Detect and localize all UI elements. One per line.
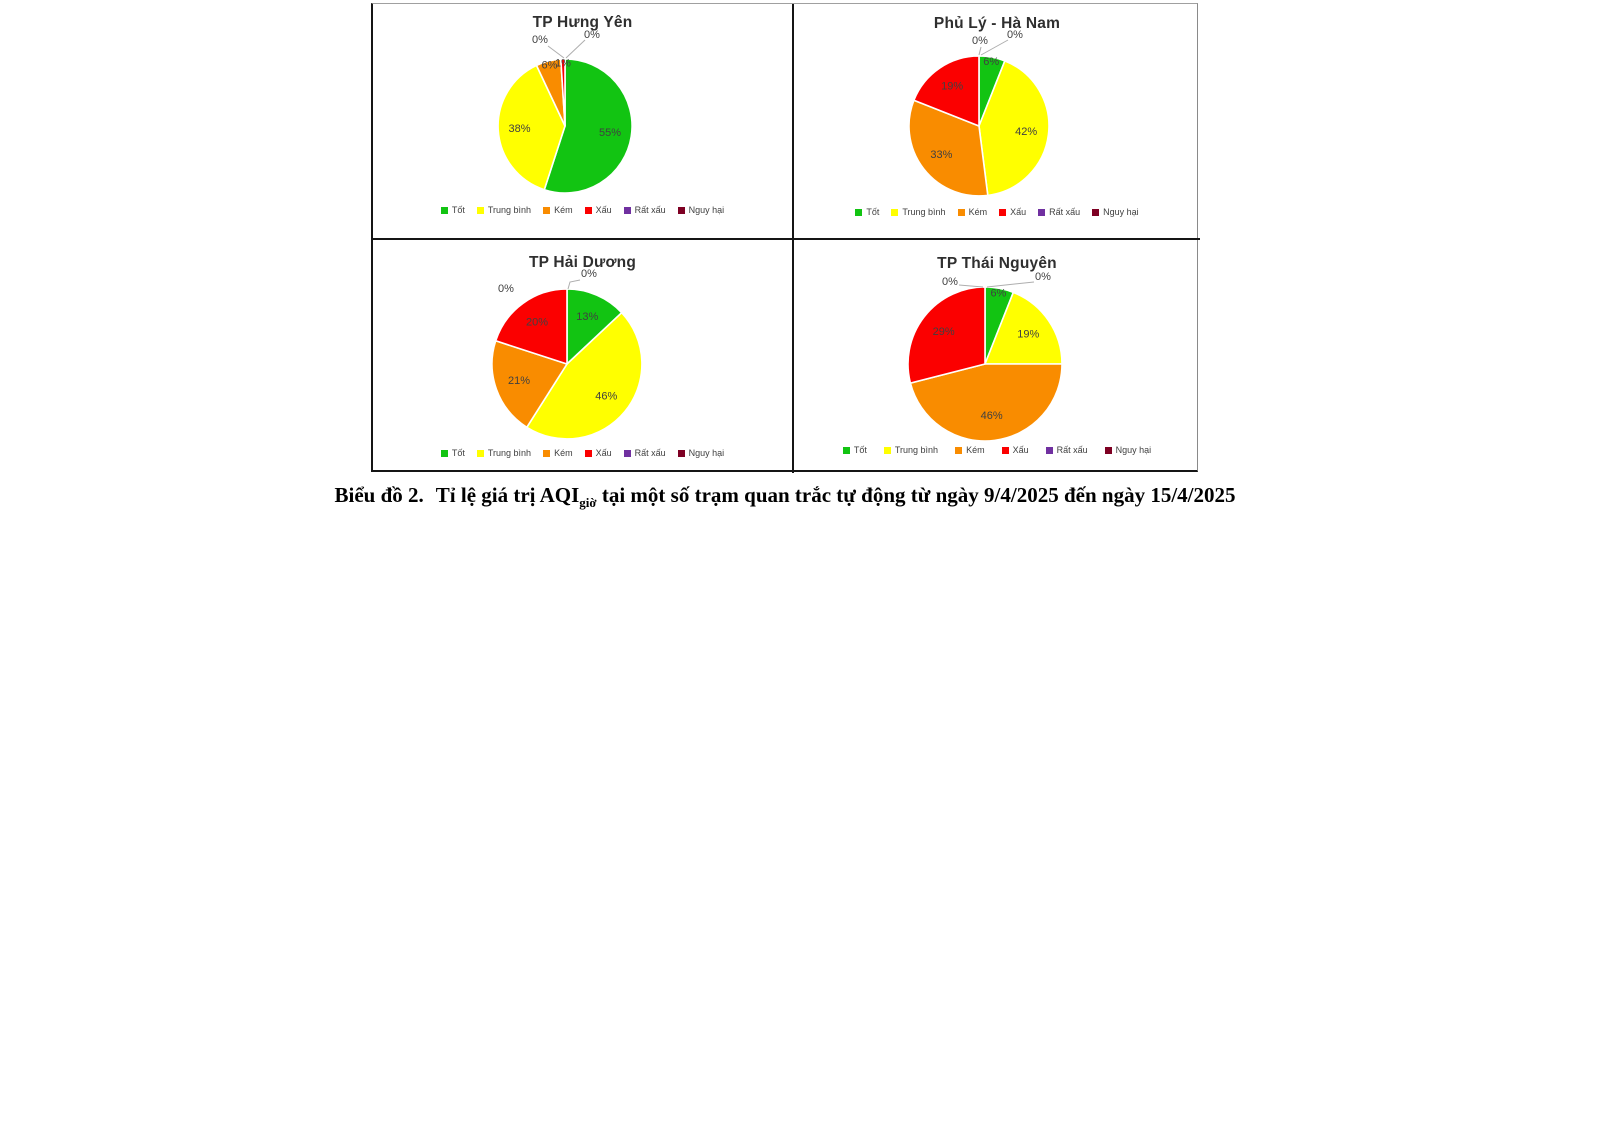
caption-subscript: giờ	[579, 495, 597, 511]
chart-title: TP Hải Dương	[528, 254, 637, 271]
pie-chart	[794, 240, 1200, 473]
slice-label: 13%	[576, 311, 599, 324]
slice-label: 1%	[555, 57, 571, 70]
legend-label: Kém	[966, 445, 985, 455]
callout-line	[979, 47, 981, 55]
legend-label: Trung bình	[902, 207, 946, 217]
legend-marker-icon	[441, 207, 448, 214]
legend-item	[1046, 445, 1088, 455]
legend-label: Rất xấu	[1049, 207, 1081, 217]
legend-marker-icon	[1092, 209, 1099, 216]
slice-label: 38%	[508, 122, 531, 135]
slice-label: 6%	[541, 59, 558, 72]
legend-label: Nguy hại	[688, 205, 725, 215]
legend-item	[585, 448, 612, 458]
legend-item	[441, 205, 465, 215]
slice-label: 6%	[983, 56, 1000, 69]
legend-marker-icon	[477, 450, 484, 457]
legend-item	[1002, 445, 1029, 455]
legend-marker-icon	[1105, 447, 1112, 454]
figure-caption	[300, 483, 1270, 511]
legend-marker-icon	[958, 209, 965, 216]
pie-chart	[794, 4, 1200, 240]
legend-marker-icon	[624, 207, 631, 214]
legend-label: Xấu	[1010, 207, 1027, 217]
legend-label: Tốt	[866, 207, 880, 217]
legend-item	[477, 205, 531, 215]
callout-line	[548, 46, 564, 58]
legend-label: Trung bình	[487, 448, 532, 458]
legend-label: Nguy hại	[1115, 445, 1152, 455]
zero-percent-label: 0%	[581, 267, 597, 280]
chart-legend	[373, 205, 792, 215]
legend-label: Trung bình	[894, 445, 939, 455]
legend-item	[958, 207, 988, 217]
legend-item	[1105, 445, 1152, 455]
legend-item	[999, 207, 1026, 217]
legend-item	[955, 445, 985, 455]
legend-label: Trung bình	[487, 205, 532, 215]
legend-label: Rất xấu	[634, 205, 666, 215]
legend-marker-icon	[1002, 447, 1009, 454]
legend-label: Tốt	[451, 205, 465, 215]
legend-item	[891, 207, 945, 217]
legend-marker-icon	[884, 447, 891, 454]
legend-item	[843, 445, 867, 455]
legend-label: Nguy hại	[688, 448, 725, 458]
chart-panel-tp-hai-duong	[373, 240, 794, 473]
legend-item	[624, 205, 666, 215]
legend-marker-icon	[843, 447, 850, 454]
legend-label: Kém	[554, 205, 573, 215]
slice-label: 19%	[1017, 328, 1040, 341]
legend-marker-icon	[441, 450, 448, 457]
legend-item	[477, 448, 531, 458]
aqi-pie-figure	[371, 3, 1198, 472]
legend-label: Xấu	[1012, 445, 1029, 455]
zero-percent-label: 0%	[532, 33, 548, 46]
legend-label: Tốt	[451, 448, 465, 458]
zero-percent-label: 0%	[972, 34, 988, 47]
legend-item	[585, 205, 612, 215]
legend-item	[678, 448, 725, 458]
slice-label: 33%	[930, 149, 953, 162]
legend-item	[543, 448, 573, 458]
slice-label: 6%	[990, 287, 1007, 300]
legend-item	[1038, 207, 1080, 217]
chart-legend	[373, 448, 792, 458]
chart-legend	[794, 445, 1200, 455]
legend-label: Rất xấu	[1056, 445, 1088, 455]
legend-label: Tốt	[853, 445, 867, 455]
legend-label: Nguy hại	[1103, 207, 1139, 217]
zero-percent-label: 0%	[942, 275, 958, 288]
legend-item	[884, 445, 938, 455]
legend-marker-icon	[543, 207, 550, 214]
legend-item	[678, 205, 725, 215]
zero-percent-label: 0%	[498, 282, 514, 295]
caption-text-before-sub: Tỉ lệ giá trị AQI	[435, 483, 580, 507]
callout-line	[566, 40, 585, 58]
chart-legend	[794, 207, 1200, 217]
slice-label: 46%	[595, 390, 618, 403]
chart-panel-tp-hung-yen	[373, 4, 794, 240]
legend-label: Kém	[968, 207, 988, 217]
legend-item	[624, 448, 666, 458]
legend-label: Kém	[554, 448, 573, 458]
slice-label: 19%	[941, 80, 964, 93]
legend-item	[855, 207, 879, 217]
callout-line	[568, 280, 580, 289]
legend-marker-icon	[999, 209, 1006, 216]
slice-label: 29%	[932, 325, 955, 338]
legend-marker-icon	[678, 207, 685, 214]
legend-item	[441, 448, 465, 458]
legend-marker-icon	[855, 209, 862, 216]
legend-item	[543, 205, 573, 215]
callout-line	[959, 285, 983, 287]
caption-number: Biểu đồ 2.	[334, 483, 424, 507]
zero-percent-label: 0%	[1007, 28, 1023, 41]
legend-marker-icon	[477, 207, 484, 214]
slice-label: 20%	[525, 316, 549, 329]
chart-panel-phu-ly-ha-nam	[794, 4, 1200, 240]
legend-marker-icon	[1046, 447, 1053, 454]
legend-marker-icon	[891, 209, 898, 216]
chart-panel-tp-thai-nguyen	[794, 240, 1200, 473]
callout-line	[987, 282, 1034, 287]
chart-title: TP Hưng Yên	[532, 14, 633, 31]
legend-label: Rất xấu	[634, 448, 666, 458]
legend-label: Xấu	[595, 448, 612, 458]
chart-title: Phủ Lý - Hà Nam	[933, 15, 1061, 32]
zero-percent-label: 0%	[1035, 270, 1051, 283]
pie-chart	[373, 240, 794, 473]
slice-label: 46%	[980, 409, 1003, 422]
legend-marker-icon	[585, 450, 592, 457]
slice-label: 55%	[598, 127, 622, 140]
legend-marker-icon	[1038, 209, 1045, 216]
legend-marker-icon	[955, 447, 962, 454]
chart-title: TP Thái Nguyên	[937, 255, 1057, 272]
slice-label: 21%	[507, 375, 531, 388]
legend-marker-icon	[543, 450, 550, 457]
slice-label: 42%	[1015, 125, 1038, 138]
legend-label: Xấu	[595, 205, 612, 215]
legend-marker-icon	[678, 450, 685, 457]
legend-marker-icon	[585, 207, 592, 214]
legend-item	[1092, 207, 1139, 217]
zero-percent-label: 0%	[584, 28, 600, 41]
caption-text-after-sub: tại một số trạm quan trắc tự động từ ngày 9/4/2025 đến ngày 15/4/2025	[596, 483, 1236, 507]
legend-marker-icon	[624, 450, 631, 457]
